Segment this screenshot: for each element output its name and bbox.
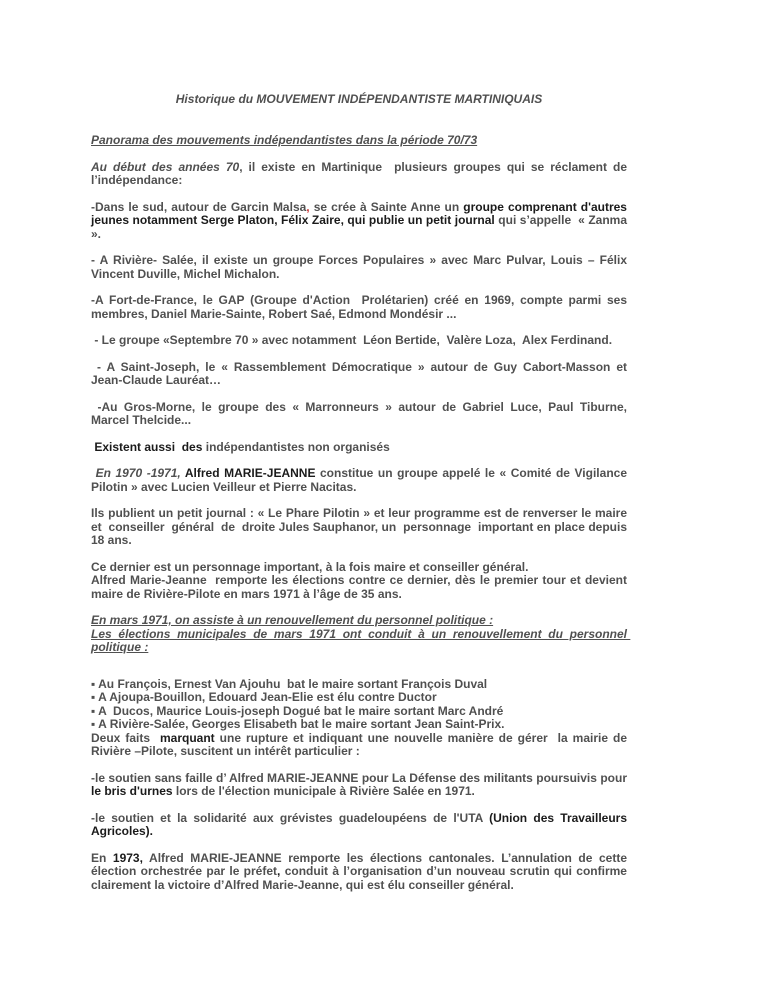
text-run: le bris d'urnes (91, 784, 173, 798)
text-run: -le soutien sans faille d’ Alfred MARIE-JEANNE pour La Défense des militants poursuivis pour (91, 770, 631, 785)
text-run: ▪ A Ajoupa-Bouillon, Edouard Jean-Elie est élu contre Ductor (91, 690, 437, 704)
heading-renouvellement (91, 613, 631, 655)
text-run: -Au Gros-Morne, le groupe des « Marronneurs » autour de Gabriel Luce, Paul Tiburne, Marcel Thelcide... (91, 399, 634, 427)
text-run: 1973, (112, 850, 143, 865)
text-run: Alfred Marie-Jeanne remporte les élections contre ce dernier, dès le premier tour et devient maire de Rivière-Pilote en mars 1971 à l’âge de 35 ans. (91, 573, 631, 601)
text-run: groupe comprenant d'autres jeunes notamment Serge Platon, Félix Zaire, qui publie un petit journal (91, 199, 631, 227)
text-run: ▪ A Ducos, Maurice Louis-joseph Dogué bat le maire sortant Marc André (91, 703, 504, 718)
section-heading: Panorama des mouvements indépendantistes dans la période 70/73 (91, 133, 478, 147)
text-run: Ce dernier est un personnage important, à la fois maire et conseiller général. (91, 559, 529, 574)
text-run: Ils publient un petit journal : « Le Phare Pilotin » et leur programme est de renverser le maire et conseiller général de droite Jules Sauphanor, un personnage important en place depuis 18 ans. (91, 506, 631, 547)
paragraph-comite-vigilance (91, 466, 631, 494)
text-run: En (91, 850, 113, 865)
text-run: - A Rivière- Salée, il existe un groupe Forces Populaires » avec Marc Pulvar, Louis – Félix Vincent Duville, Michel Michalon. (91, 253, 631, 281)
paragraph-saint-joseph (91, 359, 631, 388)
paragraph-septembre-70 (91, 334, 627, 348)
document-body (91, 159, 634, 893)
text-run: constitue un groupe appelé le « Comité de Vigilance Pilotin » avec Lucien Veilleur et Pierre Nacitas. (91, 466, 631, 494)
text-run: qui s’appelle « Zanma ». (91, 213, 631, 241)
text-run: Les élections municipales de mars 1971 ont conduit à un renouvellement du personnel politique : (91, 626, 631, 654)
text-run: (Union des Travailleurs Agricoles). (91, 810, 630, 838)
text-run: En 1970 -1971, (91, 466, 181, 480)
text-run: -A Fort-de-France, le GAP (Groupe d'Action Prolétarien) créé en 1969, compte parmi ses membres, Daniel Marie-Sainte, Robert Saé, Edmond Mondésir ... (91, 293, 634, 321)
text-run: , (277, 864, 281, 878)
text-run: , il existe en Martinique plusieurs groupes qui se réclament de l’indépendance: (91, 159, 631, 187)
paragraph-gap (91, 293, 634, 321)
text-run: conduit à l’organisation d’un nouveau scrutin qui confirme clairement la victoire d’Alfred Marie-Jeanne, qui est élu conseiller général. (91, 864, 631, 892)
text-run: une rupture et indiquant une nouvelle manière de gérer la mairie de Rivière –Pilote, suscitent un intérêt particulier : (91, 730, 631, 758)
text-run: Au début des années 70 (91, 159, 240, 174)
bullet-list-maires (91, 676, 631, 759)
text-run: se crée à Sainte Anne un (309, 199, 464, 214)
text-run: Alfred MARIE-JEANNE (184, 466, 316, 480)
paragraph-intro (91, 159, 631, 188)
text-run: - Le groupe «Septembre 70 » avec notamment Léon Bertide, Valère Loza, Alex Ferdinand. (91, 333, 613, 347)
page-title: Historique du MOUVEMENT INDÉPENDANTISTE MARTINIQUAIS (175, 92, 543, 106)
paragraph-non-organises (91, 441, 627, 455)
paragraph-cantonales-1973 (91, 850, 631, 893)
paragraph-elections-1971 (91, 559, 631, 602)
text-run: Deux faits (91, 730, 160, 745)
paragraph-gros-morne (91, 399, 634, 428)
text-run: lors de l'élection municipale à Rivière Salée en 1971. (172, 784, 475, 798)
text-run: Alfred MARIE-JEANNE remporte les élections cantonales. L’annulation de cette élection orchestrée par le préfet (91, 850, 631, 878)
text-run: Existent aussi des (91, 439, 206, 454)
text-run: -Dans le sud, autour de Garcin Malsa (91, 199, 307, 214)
text-run: ▪ A Rivière-Salée, Georges Elisabeth bat le maire sortant Jean Saint-Prix. (91, 717, 505, 731)
paragraph-riviere-salee (91, 253, 631, 281)
paragraph-sud-zanma (91, 199, 631, 242)
text-run: - A Saint-Joseph, le « Rassemblement Démocratique » autour de Guy Cabort-Masson et Jean-Claude Lauréat… (91, 359, 631, 387)
paragraph-phare-pilotin (91, 506, 631, 548)
text-run: indépendantistes non organisés (205, 439, 390, 454)
text-run: ▪ Au François, Ernest Van Ajouhu bat le maire sortant François Duval (91, 676, 488, 691)
text-run: -le soutien et la solidarité aux grévistes guadeloupéens de l'UTA (91, 810, 490, 825)
paragraph-soutien-militants (91, 770, 631, 799)
text-run: marquant (160, 730, 215, 745)
text-run: En mars 1971, on assiste à un renouvellement du personnel politique : (91, 613, 494, 627)
paragraph-soutien-uta (91, 810, 630, 839)
text-run: , (306, 199, 310, 214)
